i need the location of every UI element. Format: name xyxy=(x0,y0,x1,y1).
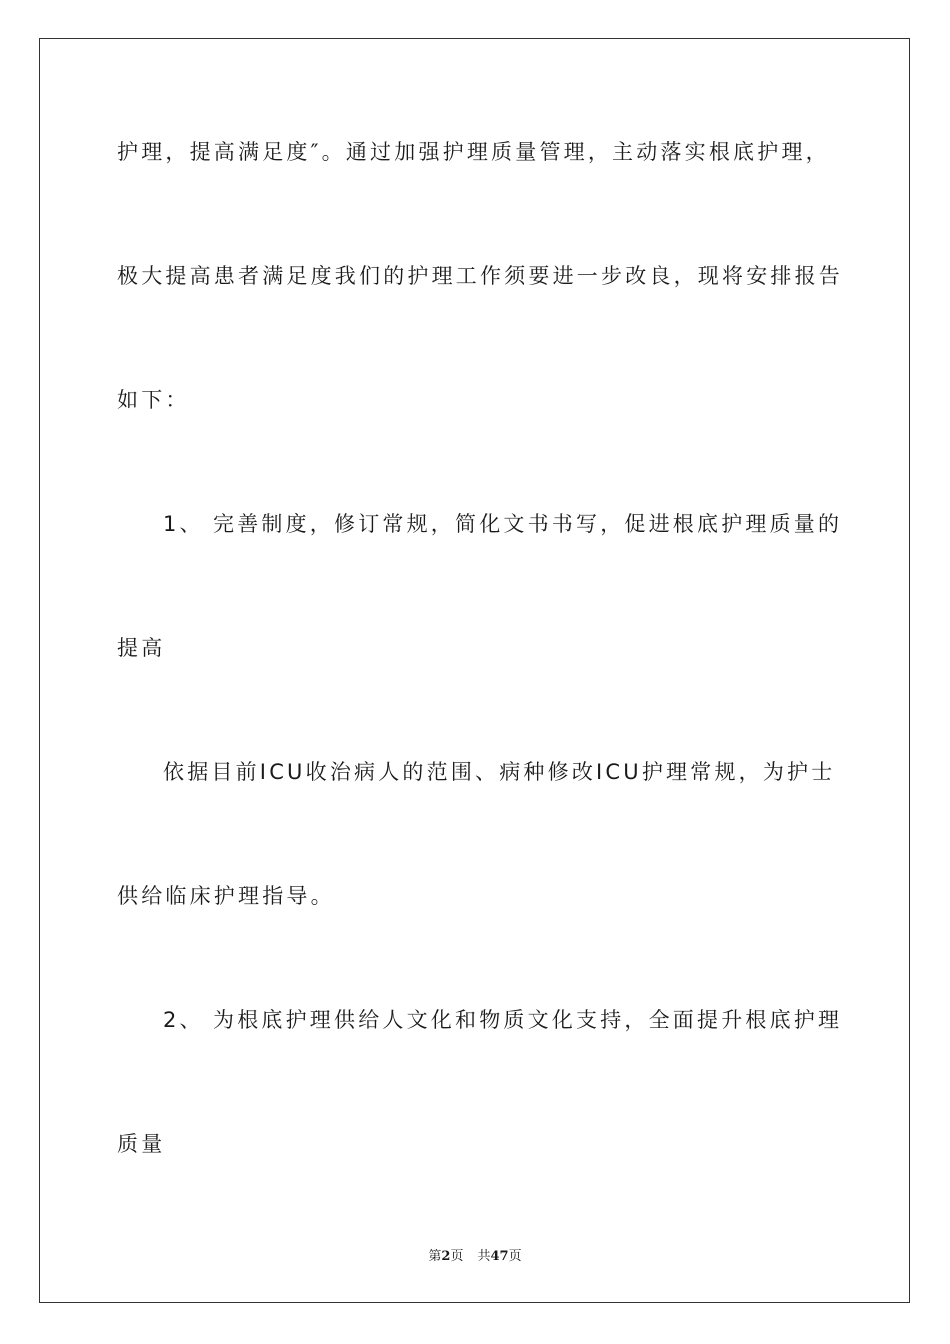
list-number-1: 1、 xyxy=(163,512,204,536)
footer-total-pages: 47 xyxy=(490,1249,509,1264)
footer-total-suffix: 页 xyxy=(508,1249,522,1264)
list-item-1 xyxy=(163,509,842,539)
list-item-2-text: 为根底护理供给人文化和物质文化支持，全面提升根底护理 xyxy=(213,1008,843,1032)
list-item-1-text: 完善制度，修订常规，简化文书书写，促进根底护理质量的 xyxy=(213,512,843,536)
footer-page-suffix: 页 xyxy=(450,1249,464,1264)
footer-page-prefix: 第 xyxy=(428,1249,442,1264)
body-line-5: 提高 xyxy=(117,636,166,660)
page-frame xyxy=(39,38,910,1303)
body-line-1: 护理，提高满足度″。通过加强护理质量管理，主动落实根底护理， xyxy=(117,140,830,164)
list-item-2 xyxy=(163,1005,842,1035)
footer-total-prefix: 共 xyxy=(477,1249,491,1264)
list-number-2: 2、 xyxy=(163,1008,204,1032)
footer-page-number: 2 xyxy=(441,1249,451,1264)
page-footer xyxy=(0,1249,950,1265)
body-line-7: 供给临床护理指导。 xyxy=(117,884,335,908)
body-line-6: 依据目前ICU收治病人的范围、病种修改ICU护理常规，为护士 xyxy=(163,760,836,784)
body-line-9: 质量 xyxy=(117,1132,166,1156)
body-line-2: 极大提高患者满足度我们的护理工作须要进一步改良，现将安排报告 xyxy=(117,264,843,288)
body-line-3: 如下： xyxy=(117,388,190,412)
